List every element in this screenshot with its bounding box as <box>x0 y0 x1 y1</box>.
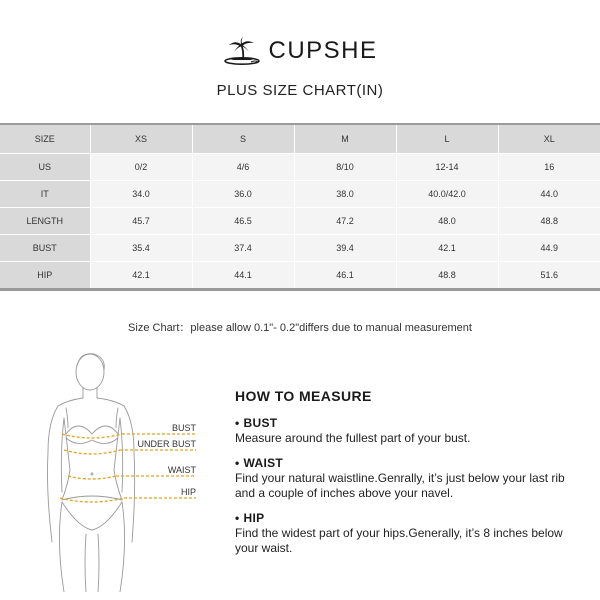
table-cell: 36.0 <box>192 181 294 208</box>
size-table <box>0 123 600 291</box>
column-header: SIZE <box>0 124 90 154</box>
bust-label: BUST <box>171 423 196 433</box>
table-cell: 8/10 <box>294 154 396 181</box>
table-cell: 40.0/42.0 <box>396 181 498 208</box>
measure-description: Find the widest part of your hips.Generally, it’s 8 inches below your waist. <box>235 526 563 555</box>
measure-description: Find your natural waistline.Genrally, it’s just below your last rib and a couple of inches above your navel. <box>235 471 565 500</box>
waist-label: WAIST <box>167 465 196 475</box>
brand-logo <box>0 34 600 68</box>
table-cell: 46.1 <box>294 262 396 290</box>
table-cell: 48.8 <box>396 262 498 290</box>
palm-tree-island-icon <box>222 36 262 66</box>
table-cell: 34.0 <box>90 181 192 208</box>
measure-title: WAIST <box>243 456 284 470</box>
brand-name: CUPSHE <box>268 37 378 64</box>
measurement-note: Size Chart：please allow 0.1"- 0.2"differs due to manual measurement <box>128 322 472 334</box>
measure-title: BUST <box>243 416 278 430</box>
table-cell: 44.1 <box>192 262 294 290</box>
table-row <box>0 208 600 235</box>
table-cell: 44.9 <box>498 235 600 262</box>
row-label: LENGTH <box>0 208 90 235</box>
waist-measure-line <box>68 476 116 479</box>
measure-item-bust <box>235 416 580 446</box>
column-header: S <box>192 124 294 154</box>
how-to-measure-section <box>235 388 580 566</box>
table-cell: 38.0 <box>294 181 396 208</box>
table-cell: 16 <box>498 154 600 181</box>
how-to-measure-heading: HOW TO MEASURE <box>235 388 372 404</box>
bullet-icon: • <box>235 511 240 525</box>
table-cell: 39.4 <box>294 235 396 262</box>
under-bust-measure-line <box>64 450 120 454</box>
table-cell: 45.7 <box>90 208 192 235</box>
table-cell: 12-14 <box>396 154 498 181</box>
body-measurement-figure <box>28 352 203 592</box>
column-header: M <box>294 124 396 154</box>
table-cell: 46.5 <box>192 208 294 235</box>
table-cell: 48.8 <box>498 208 600 235</box>
measure-description: Measure around the fullest part of your bust. <box>235 431 471 445</box>
column-header: XS <box>90 124 192 154</box>
table-cell: 48.0 <box>396 208 498 235</box>
bullet-icon: • <box>235 456 240 470</box>
measure-item-waist <box>235 456 580 501</box>
chart-title: PLUS SIZE CHART(IN) <box>216 82 384 99</box>
measure-title: HIP <box>243 511 265 525</box>
under-bust-label: UNDER BUST <box>137 439 196 449</box>
table-header-row <box>0 124 600 154</box>
table-row <box>0 262 600 290</box>
table-row <box>0 154 600 181</box>
column-header: XL <box>498 124 600 154</box>
measure-item-hip <box>235 511 580 556</box>
table-cell: 35.4 <box>90 235 192 262</box>
row-label: HIP <box>0 262 90 290</box>
row-label: IT <box>0 181 90 208</box>
table-row <box>0 181 600 208</box>
table-cell: 44.0 <box>498 181 600 208</box>
row-label: US <box>0 154 90 181</box>
bullet-icon: • <box>235 416 240 430</box>
column-header: L <box>396 124 498 154</box>
table-cell: 51.6 <box>498 262 600 290</box>
table-cell: 47.2 <box>294 208 396 235</box>
table-cell: 42.1 <box>396 235 498 262</box>
table-cell: 0/2 <box>90 154 192 181</box>
table-row <box>0 235 600 262</box>
row-label: BUST <box>0 235 90 262</box>
table-cell: 37.4 <box>192 235 294 262</box>
hip-label: HIP <box>180 487 196 497</box>
table-cell: 42.1 <box>90 262 192 290</box>
table-cell: 4/6 <box>192 154 294 181</box>
